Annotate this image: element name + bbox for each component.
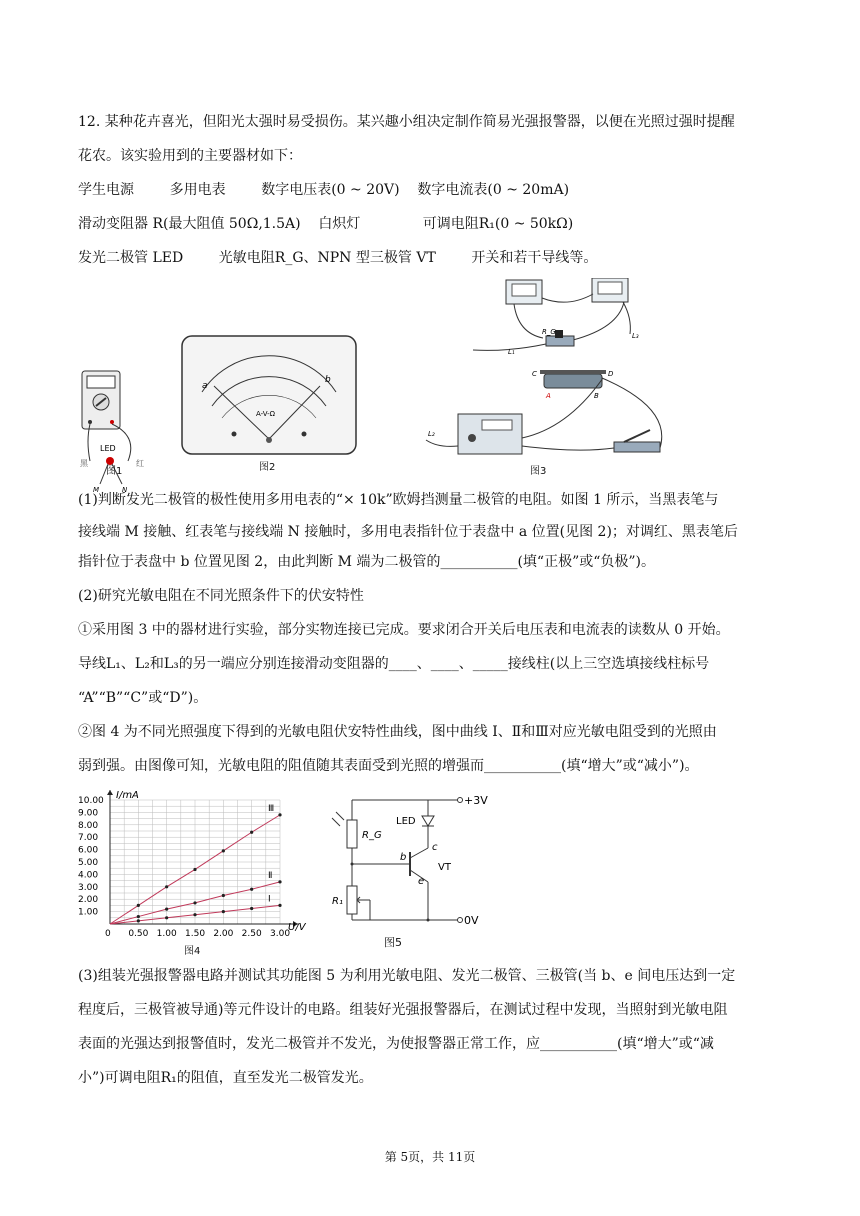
fig2-a-label: a xyxy=(202,381,208,391)
fig2-unit-label: A-V-Ω xyxy=(256,410,276,418)
figure2-meter-dial xyxy=(180,334,358,456)
fig2-b-label: b xyxy=(325,375,331,385)
figure3-apparatus xyxy=(418,278,678,468)
figure4-caption: 图4 xyxy=(184,946,201,957)
data-point xyxy=(193,868,196,871)
fig5-vt-label: VT xyxy=(438,862,451,873)
part2-sub1-line2: 导线L₁、L₂和L₃的另一端应分别连接滑动变阻器的____、____、_____接线柱(以上三空选填接线柱标号 xyxy=(78,656,710,672)
chart-grid xyxy=(110,800,280,924)
y-tick-label: 1.00 xyxy=(78,907,99,918)
data-point xyxy=(165,908,168,911)
y-tick-label: 3.00 xyxy=(78,882,99,893)
part3-line1: (3)组装光强报警器电路并测试其功能图 5 为利用光敏电阻、发光二极管、三极管(当 b、e 间电压达到一定 xyxy=(78,968,736,984)
figures-row xyxy=(78,278,768,494)
fig5-e-label: e xyxy=(418,876,425,887)
y-tick-label: 6.00 xyxy=(78,845,99,856)
fig5-v-bottom-label: 0V xyxy=(464,914,479,927)
fig1-black-label: 黑 xyxy=(80,459,88,468)
fig5-c-label: c xyxy=(432,842,438,853)
series-label: Ⅲ xyxy=(268,803,275,814)
y-tick-label: 8.00 xyxy=(78,820,99,831)
data-point xyxy=(278,880,281,883)
y-tick-label: 2.00 xyxy=(78,895,99,906)
x-tick-label: 2.50 xyxy=(241,929,262,939)
figure5-caption: 图5 xyxy=(384,936,402,949)
data-point xyxy=(222,910,225,913)
page-footer: 第 5页，共 11页 xyxy=(384,1150,476,1164)
chart-origin-label: 0 xyxy=(105,929,111,939)
x-tick-label: 0.50 xyxy=(128,929,149,939)
question-intro-line1: 12. 某种花卉喜光，但阳光太强时易受损伤。某兴趣小组决定制作简易光强报警器，以便在光照过强时提醒 xyxy=(78,114,735,130)
figure5-circuit xyxy=(330,790,520,940)
series-label: Ⅱ xyxy=(268,870,273,881)
y-tick-label: 4.00 xyxy=(78,870,99,881)
part3-line2: 程度后，三极管被导通)等元件设计的电路。组装好光强报警器后，在测试过程中发现，当照射到光敏电阻 xyxy=(78,1002,728,1018)
fig1-red-label: 红 xyxy=(136,459,144,468)
data-point xyxy=(137,919,140,922)
fig3-l2-label: L₂ xyxy=(428,430,435,438)
part2-sub1-line3: “A”“B”“C”或“D”)。 xyxy=(78,690,208,706)
part2-sub2-line1: ②图 4 为不同光照强度下得到的光敏电阻伏安特性曲线，图中曲线 Ⅰ、Ⅱ和Ⅲ对应光敏电阻受到的光照由 xyxy=(78,724,717,740)
fig3-b-label: B xyxy=(594,392,599,400)
data-point xyxy=(278,904,281,907)
y-tick-label: 5.00 xyxy=(78,858,99,868)
part1-line3: 指针位于表盘中 b 位置见图 2，由此判断 M 端为二极管的___________(填“正极”或“负极”)。 xyxy=(78,554,656,570)
series-label: Ⅰ xyxy=(268,894,271,905)
fig5-rg-label: R_G xyxy=(362,830,382,841)
x-tick-label: 2.00 xyxy=(213,929,234,939)
materials-row2: 滑动变阻器 R(最大阻值 50Ω,1.5A) 白炽灯 可调电阻R₁(0 ~ 50kΩ) xyxy=(78,216,574,232)
fig5-v-top-label: +3V xyxy=(464,794,488,807)
y-axis-arrow xyxy=(107,790,113,795)
data-point xyxy=(250,831,253,834)
y-tick-label: 7.00 xyxy=(78,833,99,844)
materials-row3: 发光二极管 LED 光敏电阻R_G、NPN 型三极管 VT 开关和若干导线等。 xyxy=(78,250,598,266)
x-tick-label: 1.50 xyxy=(185,929,206,939)
materials-row1: 学生电源 多用电表 数字电压表(0 ~ 20V) 数字电流表(0 ~ 20mA) xyxy=(78,182,570,198)
fig5-b-label: b xyxy=(400,852,407,863)
fig1-n-label: N xyxy=(122,486,128,494)
fig3-a-label: A xyxy=(546,392,551,400)
chart-x-axis-label: U/V xyxy=(288,922,306,933)
question-intro-line2: 花农。该实验用到的主要器材如下： xyxy=(78,148,302,164)
part2-sub2-line2: 弱到强。由图像可知，光敏电阻的阻值随其表面受到光照的增强而___________(填“增大”或“减小”)。 xyxy=(78,758,699,774)
part3-line4: 小”)可调电阻R₁的阻值，直至发光二极管发光。 xyxy=(78,1070,373,1086)
x-tick-label: 3.00 xyxy=(270,929,291,939)
part2-heading: (2)研究光敏电阻在不同光照条件下的伏安特性 xyxy=(78,588,364,604)
data-point xyxy=(222,894,225,897)
data-point xyxy=(193,913,196,916)
fig3-d-label: D xyxy=(608,370,614,378)
part2-sub1-line1: ①采用图 3 中的器材进行实验，部分实物连接已完成。要求闭合开关后电压表和电流表的读数从 0 开始。 xyxy=(78,622,730,638)
data-point xyxy=(278,813,281,816)
x-tick-label: 1.00 xyxy=(156,929,177,939)
data-point xyxy=(193,901,196,904)
part1-line2: 接线端 M 接触、红表笔与接线端 N 接触时，多用电表指针位于表盘中 a 位置(见图 2)；对调红、黑表笔后 xyxy=(78,524,738,540)
part3-line3: 表面的光强达到报警值时，发光二极管并不发光，为使报警器正常工作，应___________(填“增大”或“减 xyxy=(78,1036,714,1052)
data-point xyxy=(165,916,168,919)
fig3-c-label: C xyxy=(532,370,537,378)
data-point xyxy=(250,907,253,910)
figure3-caption: 图3 xyxy=(530,466,547,477)
data-point xyxy=(137,915,140,918)
figure2-caption: 图2 xyxy=(259,462,276,473)
chart-series xyxy=(110,804,282,924)
fig5-led-label: LED xyxy=(396,816,416,827)
fig1-m-label: M xyxy=(93,486,100,494)
y-tick-label: 10.00 xyxy=(78,796,104,806)
data-point xyxy=(250,888,253,891)
y-tick-label: 9.00 xyxy=(78,808,99,819)
chart-y-axis-label: I/mA xyxy=(116,790,139,801)
fig5-r1-label: R₁ xyxy=(332,896,343,907)
fig3-l3-label: L₃ xyxy=(632,332,639,340)
fig3-rg-label: R_G xyxy=(542,328,556,336)
figure1-caption: 图1 xyxy=(106,466,123,477)
part1-line1: (1)判断发光二极管的极性使用多用电表的“× 10k”欧姆挡测量二极管的电阻。如图 1 所示，当黑表笔与 xyxy=(78,492,719,508)
data-point xyxy=(137,904,140,907)
data-point xyxy=(222,849,225,852)
fig1-led-label: LED xyxy=(100,444,116,453)
figure4-iv-chart xyxy=(78,786,308,956)
data-point xyxy=(165,885,168,888)
fig3-l1-label: L₁ xyxy=(508,348,515,356)
